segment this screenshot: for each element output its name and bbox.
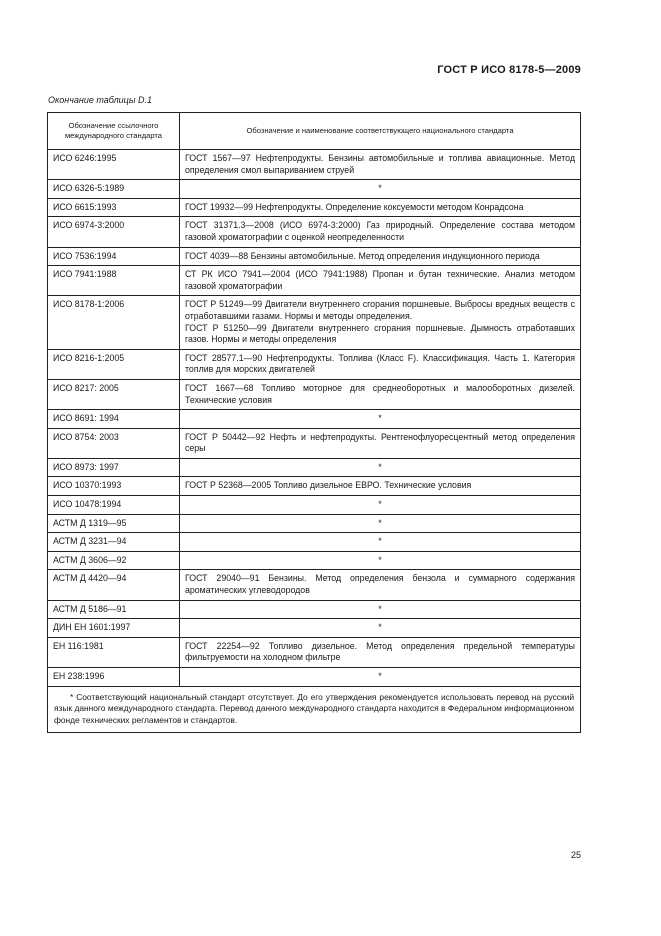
national-standard-cell: ГОСТ Р 51249—99 Двигатели внутреннего сгорания поршневые. Выбросы вредных веществ с отработавшими газами. Нормы и методы определения. ГОСТ Р 51250—99 Двигатели внутреннего сгорания поршневые. Дымность отработавших газов. Нормы и методы определения (180, 296, 581, 349)
reference-standard-cell: АСТМ Д 4420—94 (48, 570, 180, 600)
national-standard-cell: * (180, 668, 581, 687)
reference-standard-cell: ИСО 6246:1995 (48, 150, 180, 180)
table-row (48, 296, 581, 349)
table-row (48, 619, 581, 638)
table-row (48, 247, 581, 266)
national-standard-cell: * (180, 514, 581, 533)
reference-standard-cell: ДИН ЕН 1601:1997 (48, 619, 180, 638)
table-body (48, 150, 581, 687)
national-standard-cell: * (180, 458, 581, 477)
footnote-text: * Соответствующий национальный стандарт отсутствует. До его утверждения рекомендуется использовать перевод на русский язык данного международного стандарта. Перевод данного международного стандарта находится в Федеральном информационном фонде технических регламентов и стандартов. (54, 691, 574, 725)
reference-standard-cell: ИСО 8754: 2003 (48, 428, 180, 458)
reference-standard-cell: ИСО 8178-1:2006 (48, 296, 180, 349)
reference-standard-cell: ИСО 8217: 2005 (48, 379, 180, 409)
table-row (48, 266, 581, 296)
national-standard-cell: * (180, 496, 581, 515)
reference-standard-cell: ИСО 8216-1:2005 (48, 349, 180, 379)
column-header-reference: Обозначение ссылочного международного стандарта (48, 113, 180, 150)
table-row (48, 410, 581, 429)
table-row (48, 379, 581, 409)
national-standard-cell: * (180, 600, 581, 619)
table-row (48, 198, 581, 217)
footnote-row (48, 686, 581, 733)
national-standard-cell: * (180, 551, 581, 570)
national-standard-cell: ГОСТ 1667—68 Топливо моторное для среднеоборотных и малооборотных дизелей. Технические условия (180, 379, 581, 409)
national-standard-cell: ГОСТ 28577.1—90 Нефтепродукты. Топлива (Класс F). Классификация. Часть 1. Категория топлив для морских двигателей (180, 349, 581, 379)
footnote-cell (48, 686, 581, 733)
national-standard-cell: ГОСТ 29040—91 Бензины. Метод определения бензола и суммарного содержания ароматических углеводородов (180, 570, 581, 600)
table-row (48, 551, 581, 570)
table-caption: Окончание таблицы D.1 (48, 95, 152, 105)
national-standard-cell: * (180, 533, 581, 552)
reference-standard-cell: АСТМ Д 5186—91 (48, 600, 180, 619)
national-standard-cell: ГОСТ 4039—88 Бензины автомобильные. Метод определения индукционного периода (180, 247, 581, 266)
national-standard-cell: ГОСТ Р 52368—2005 Топливо дизельное ЕВРО. Технические условия (180, 477, 581, 496)
table-row (48, 180, 581, 199)
national-standard-cell: ГОСТ 19932—99 Нефтепродукты. Определение коксуемости методом Конрадсона (180, 198, 581, 217)
reference-standard-cell: АСТМ Д 3231—94 (48, 533, 180, 552)
page-number: 25 (570, 850, 581, 860)
table-row (48, 150, 581, 180)
reference-standard-cell: ИСО 8691: 1994 (48, 410, 180, 429)
table-row (48, 668, 581, 687)
reference-table (47, 112, 581, 733)
document-header: ГОСТ Р ИСО 8178-5—2009 (437, 64, 581, 76)
table-row (48, 496, 581, 515)
reference-standard-cell: ИСО 10478:1994 (48, 496, 180, 515)
table-row (48, 458, 581, 477)
reference-standard-cell: ИСО 6326-5:1989 (48, 180, 180, 199)
reference-standard-cell: ИСО 6974-3:2000 (48, 217, 180, 247)
table-row (48, 637, 581, 667)
reference-standard-cell: АСТМ Д 1319—95 (48, 514, 180, 533)
reference-standard-cell: АСТМ Д 3606—92 (48, 551, 180, 570)
reference-standard-cell: ИСО 6615:1993 (48, 198, 180, 217)
table-row (48, 349, 581, 379)
table-row (48, 533, 581, 552)
table-row (48, 217, 581, 247)
national-standard-cell: * (180, 410, 581, 429)
reference-standard-cell: ЕН 116:1981 (48, 637, 180, 667)
table-row (48, 514, 581, 533)
national-standard-cell: ГОСТ 22254—92 Топливо дизельное. Метод определения предельной температуры фильтруемости на холодном фильтре (180, 637, 581, 667)
national-standard-cell: * (180, 180, 581, 199)
table-row (48, 600, 581, 619)
table-row (48, 477, 581, 496)
table-header-row (48, 113, 581, 150)
reference-standard-cell: ЕН 238:1996 (48, 668, 180, 687)
table-row (48, 570, 581, 600)
reference-standard-cell: ИСО 10370:1993 (48, 477, 180, 496)
column-header-national: Обозначение и наименование соответствующего национального стандарта (180, 113, 581, 150)
reference-standard-cell: ИСО 8973: 1997 (48, 458, 180, 477)
national-standard-cell: ГОСТ Р 50442—92 Нефть и нефтепродукты. Рентгенофлуоресцентный метод определения серы (180, 428, 581, 458)
national-standard-cell: ГОСТ 1567—97 Нефтепродукты. Бензины автомобильные и топлива авиационные. Метод определения смол выпариванием струей (180, 150, 581, 180)
national-standard-cell: СТ РК ИСО 7941—2004 (ИСО 7941:1988) Пропан и бутан технические. Анализ методом газовой хроматографии (180, 266, 581, 296)
reference-standard-cell: ИСО 7941:1988 (48, 266, 180, 296)
table-row (48, 428, 581, 458)
national-standard-cell: ГОСТ 31371.3—2008 (ИСО 6974-3:2000) Газ природный. Определение состава методом газовой хроматографии с оценкой неопределенности (180, 217, 581, 247)
national-standard-cell: * (180, 619, 581, 638)
reference-standard-cell: ИСО 7536:1994 (48, 247, 180, 266)
